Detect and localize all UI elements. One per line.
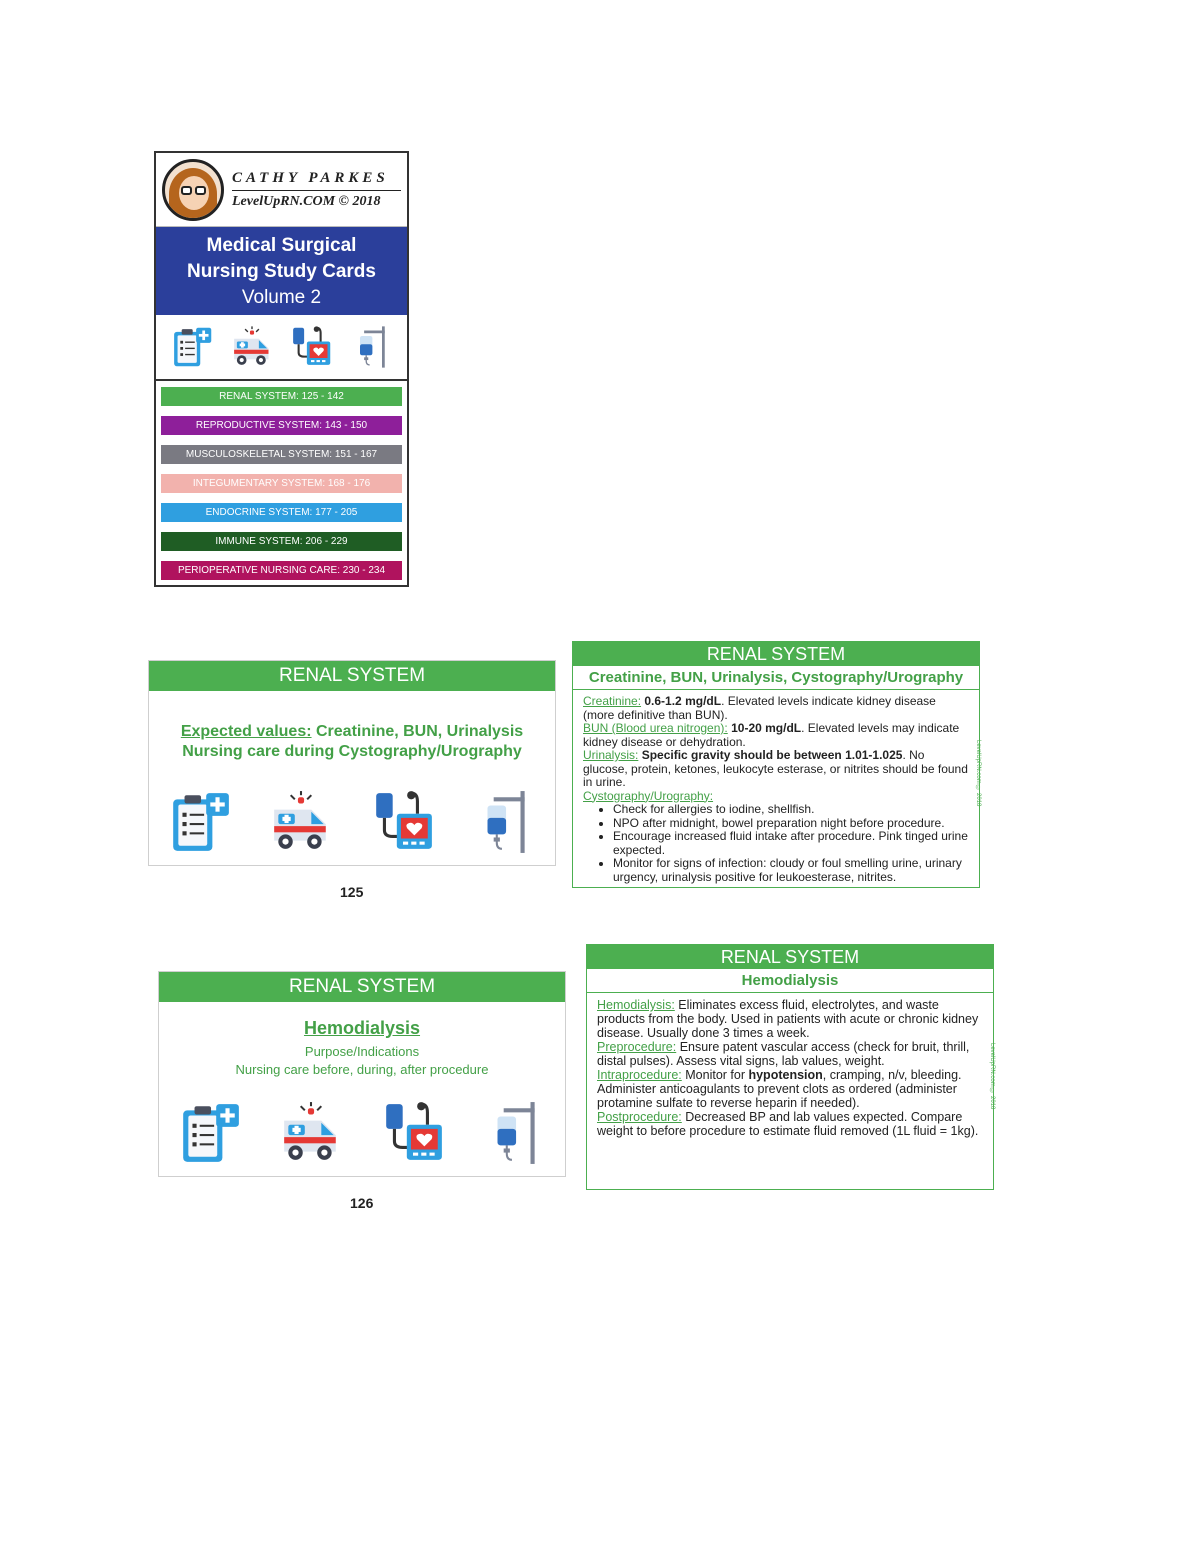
list-item: • Check for allergies to iodine, shellfish. <box>613 803 969 817</box>
system-integumentary: INTEGUMENTARY SYSTEM: 168 - 176 <box>161 474 402 493</box>
system-endocrine: ENDOCRINE SYSTEM: 177 - 205 <box>161 503 402 522</box>
cover-title <box>156 227 407 315</box>
card-line-1: Purpose/Indications <box>304 1044 420 1059</box>
brand <box>232 170 401 210</box>
preprocedure-entry: Preprocedure: Ensure patent vascular access (check for bruit, thrill, distal pulses). Assess vital signs, lab values, weight. <box>597 1040 970 1068</box>
heart-monitor-icon <box>289 325 333 369</box>
card-icons <box>149 789 555 855</box>
card-subtitle-1 <box>149 723 555 741</box>
side-copyright: LevelUpRN.com © 2018 <box>989 1042 995 1109</box>
system-musculoskeletal: MUSCULOSKELETAL SYSTEM: 151 - 167 <box>161 445 402 464</box>
ambulance-icon <box>230 325 274 369</box>
card-title: Hemodialysis <box>303 1018 421 1038</box>
system-perioperative: PERIOPERATIVE NURSING CARE: 230 - 234 <box>161 561 402 580</box>
cover-title-line1: Medical Surgical <box>206 235 357 256</box>
cover-header <box>156 153 407 227</box>
system-immune: IMMUNE SYSTEM: 206 - 229 <box>161 532 402 551</box>
bun-entry: BUN (Blood urea nitrogen): 10-20 mg/dL. Elevated levels may indicate kidney disease or dehydration. <box>583 721 960 749</box>
card-icons <box>159 1100 565 1166</box>
iv-drip-icon <box>349 325 393 369</box>
card-header: RENAL SYSTEM <box>587 945 993 969</box>
urinalysis-entry: Urinalysis: Specific gravity should be between 1.01-1.025. No glucose, protein, ketones, leukocyte esterase, or nitrites should be found in urine. <box>583 748 968 789</box>
site-copyright: LevelUpRN.COM © 2018 <box>232 193 381 209</box>
cover-title-line3: Volume 2 <box>241 287 322 308</box>
card-126-front <box>158 971 566 1177</box>
creatinine-entry: Creatinine: 0.6-1.2 mg/dL. Elevated levels indicate kidney disease (more definitive than BUN). <box>583 694 936 722</box>
card-125-back <box>572 641 980 888</box>
card-125-front <box>148 660 556 866</box>
list-item: • NPO after midnight, bowel preparation night before procedure. <box>613 817 969 831</box>
clipboard-icon <box>167 789 233 855</box>
cystography-list <box>613 803 969 884</box>
card-subtitle-2: Nursing care during Cystography/Urography <box>182 743 522 760</box>
systems-list <box>156 381 407 596</box>
system-reproductive: REPRODUCTIVE SYSTEM: 143 - 150 <box>161 416 402 435</box>
postprocedure-entry: Postprocedure: Decreased BP and lab values expected. Compare weight to before procedure to estimate fluid removed (1L fluid = 1kg). <box>597 1110 979 1138</box>
clipboard-icon <box>170 325 214 369</box>
expected-values-text: Creatinine, BUN, Urinalysis <box>311 723 524 740</box>
author-name: CATHY PARKES <box>232 170 401 191</box>
card-body <box>573 690 979 888</box>
page-number-125: 125 <box>340 884 364 900</box>
heart-monitor-icon <box>380 1100 446 1166</box>
card-topic: Hemodialysis <box>587 969 993 993</box>
cover-icons <box>156 315 407 381</box>
ambulance-icon <box>278 1100 344 1166</box>
expected-values-label: Expected values: <box>180 723 312 740</box>
clipboard-icon <box>177 1100 243 1166</box>
cover-card <box>154 151 409 587</box>
list-item: • Monitor for signs of infection: cloudy or foul smelling urine, urinary urgency, urinalysis positive for leukoesterase, nitrites. <box>613 857 969 884</box>
heart-monitor-icon <box>370 789 436 855</box>
card-126-back <box>586 944 994 1190</box>
cover-title-line2: Nursing Study Cards <box>187 261 376 282</box>
page-number-126: 126 <box>350 1195 374 1211</box>
cystography-entry: Cystography/Urography: <box>583 788 714 803</box>
system-renal: RENAL SYSTEM: 125 - 142 <box>161 387 402 406</box>
card-body <box>587 993 993 1142</box>
list-item: • Encourage increased fluid intake after procedure. Pink tinged urine expected. <box>613 830 969 857</box>
ambulance-icon <box>268 789 334 855</box>
iv-drip-icon <box>481 1100 547 1166</box>
card-header: RENAL SYSTEM <box>159 972 565 1002</box>
card-topic: Creatinine, BUN, Urinalysis, Cystography/Urography <box>573 666 979 690</box>
card-header: RENAL SYSTEM <box>573 642 979 666</box>
hemodialysis-entry: Hemodialysis: Eliminates excess fluid, electrolytes, and waste products from the body. Used in patients with acute or chronic kidney disease. Usually done 3 times a week. <box>597 998 979 1040</box>
card-header: RENAL SYSTEM <box>149 661 555 691</box>
card-line-2: Nursing care before, during, after procedure <box>235 1062 489 1077</box>
avatar <box>162 159 224 221</box>
iv-drip-icon <box>471 789 537 855</box>
side-copyright: LevelUpRN.com © 2018 <box>975 740 981 807</box>
intraprocedure-entry: Intraprocedure: Monitor for hypotension, cramping, n/v, bleeding. Administer anticoagulants to prevent clots as ordered (administer protamine sulfate to reverse heparin if needed). <box>597 1068 962 1110</box>
